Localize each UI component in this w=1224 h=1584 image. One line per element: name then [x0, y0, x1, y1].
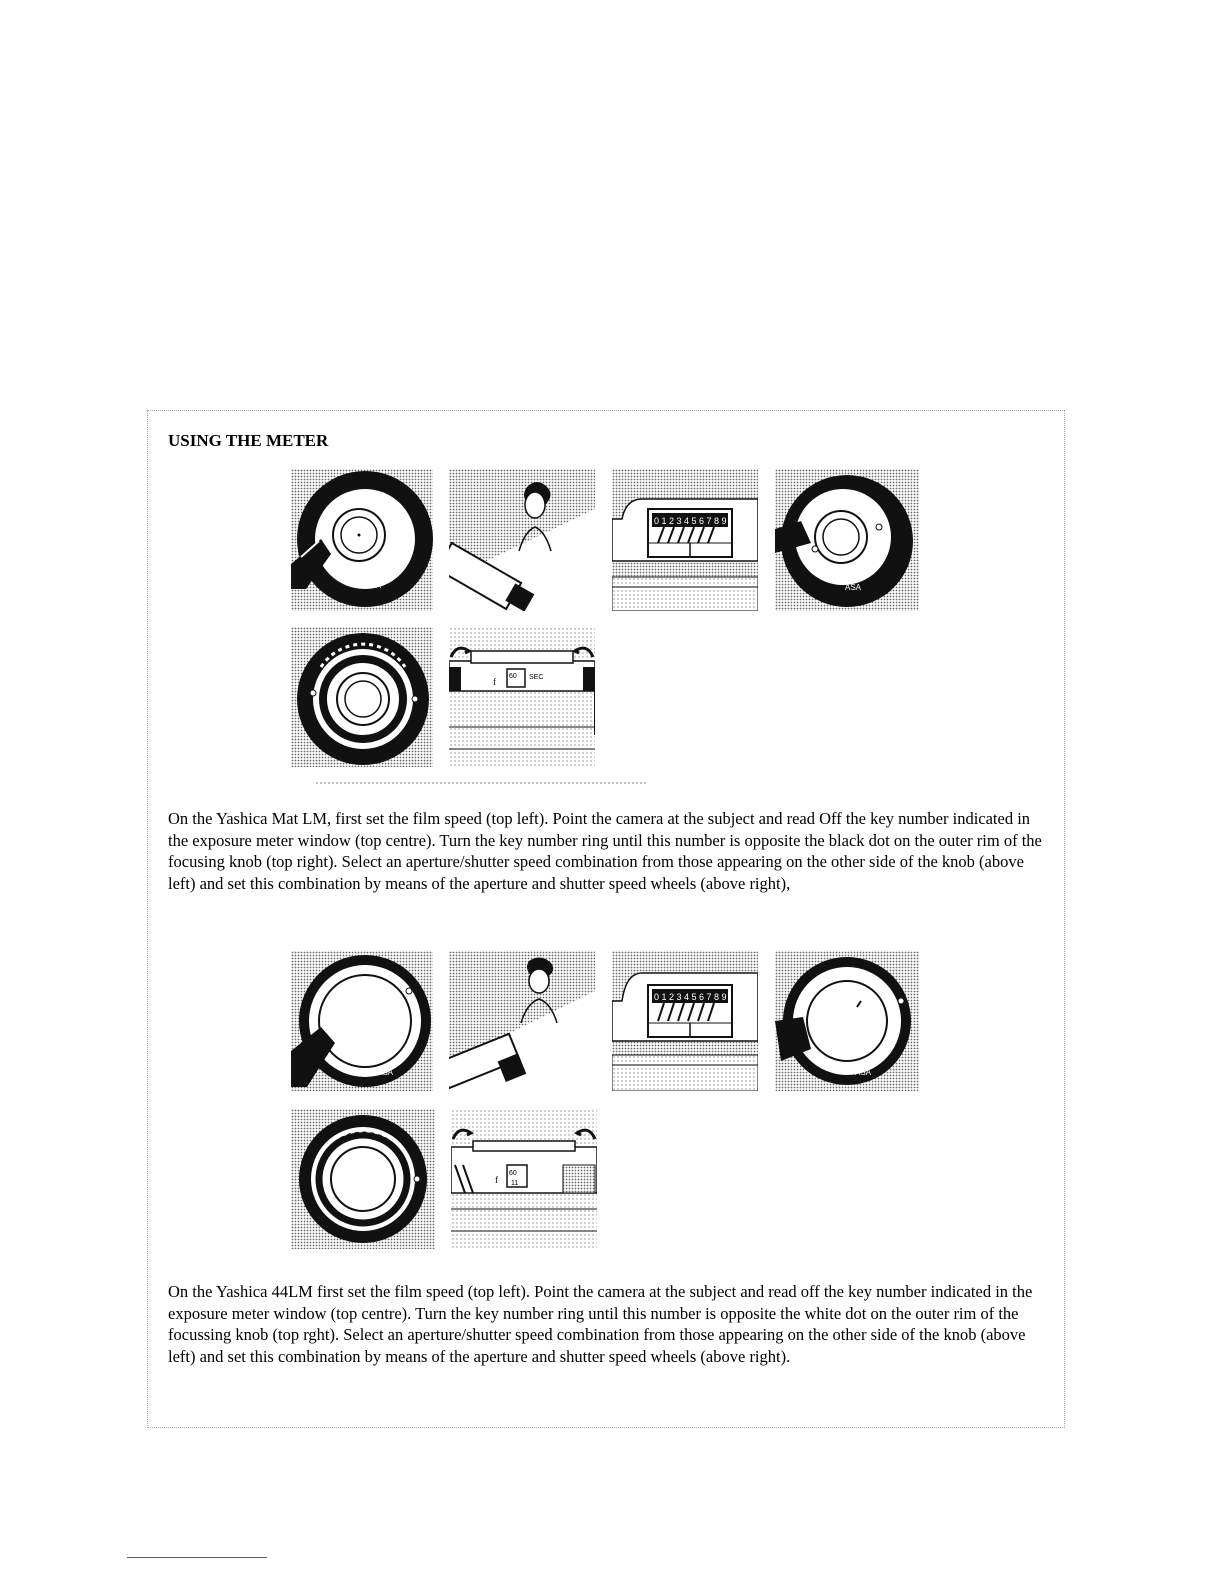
f-label: f: [495, 1175, 498, 1185]
paragraph-44lm: On the Yashica 44LM first set the film speed (top left). Point the camera at the subject and read off the key number indicated in the exposure meter window (top centre). Turn the key number ring until this number is opposite the white dot on the outer rim of the focussing knob (top rght). Select an aperture/shutter speed combination from those appearing on the other side of the knob (above left) and set this combination by means of the aperture and shutter speed wheels (above right).: [168, 1282, 1033, 1366]
asa-label: ASA: [365, 581, 382, 590]
figure-meter-window-1: [612, 469, 758, 611]
f-label: f: [493, 677, 496, 687]
shutter-value: 60: [509, 1170, 517, 1177]
figure-aim-camera-1: [449, 469, 595, 611]
paragraph-mat-lm: On the Yashica Mat LM, first set the film speed (top left). Point the camera at the subject and read Off the key number indicated in the exposure meter window (top centre). Turn the key number ring until this number is opposite the black dot on the outer rim of the focusing knob (top right). Select an aperture/shutter speed combination from those appearing on the other side of the knob (above left) and set this combination by means of the aperture and shutter speed wheels (above right),: [168, 809, 1042, 893]
shutter-value: 60: [509, 673, 517, 680]
figure-key-ring-2: [775, 951, 919, 1091]
asa-label: ASA: [377, 1068, 394, 1077]
sec-label: SEC: [529, 674, 544, 681]
footer-rule: [127, 1557, 267, 1558]
content-frame: [147, 410, 1065, 1428]
figure-combination-dial-1: [291, 627, 433, 767]
section-heading: USING THE METER: [168, 431, 329, 450]
figure-key-ring-1: [775, 469, 919, 611]
figure-speed-wheels-1: [449, 627, 595, 767]
figure-film-speed-dial-1: [291, 469, 433, 611]
figure-combination-dial-2: [291, 1109, 435, 1249]
figure-speed-wheels-2: [451, 1109, 597, 1249]
asa-label: ASA: [845, 583, 862, 592]
figure-film-speed-dial-2: [291, 951, 433, 1091]
key-number-scale: 0 1 2 3 4 5 6 7 8 9: [654, 992, 727, 1002]
asa-label: ASA: [855, 1068, 872, 1077]
faint-caption-line: [316, 782, 646, 788]
key-number-scale: 0 1 2 3 4 5 6 7 8 9: [654, 516, 727, 526]
figure-meter-window-2: [612, 951, 758, 1091]
figure-aim-camera-2: [449, 951, 595, 1091]
aperture-value: 11: [511, 1180, 519, 1187]
